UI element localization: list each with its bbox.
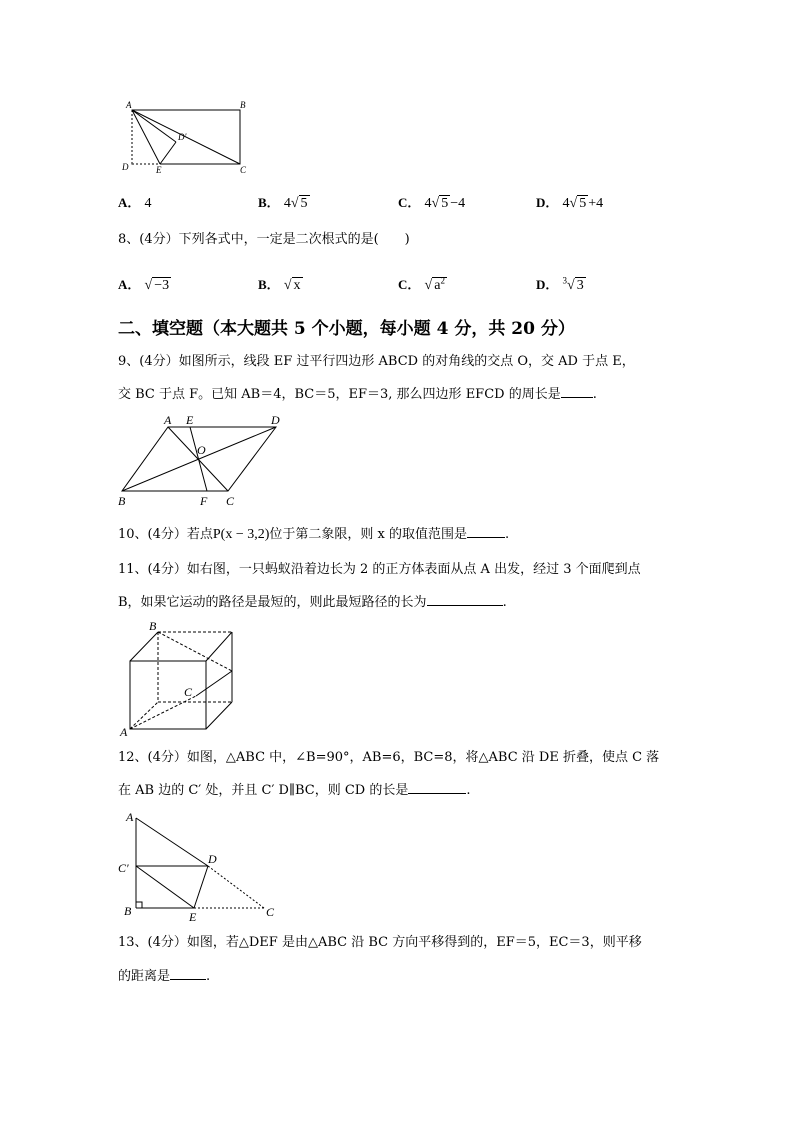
q12-label-e: E [189,910,197,924]
q8-option-d[interactable]: D． $^3$√ 3 [536,275,584,293]
q7-label-e: E [156,165,162,175]
q7-label-dprime: D′ [178,132,187,142]
q11-label-b: B [149,619,157,633]
q7-label-a: A [126,100,132,110]
q8-option-c[interactable]: C． √ $a^2$ [398,275,445,293]
section-2-title: 二、填空题（本大题共 5 个小题，每小题 4 分，共 20 分） [118,319,575,339]
q11-line2: B，如果它运动的路径是最短的，则此最短路径的长为 . [118,592,507,612]
q7-label-d: D [122,162,129,172]
q9-line2: 交 BC 于点 F。已知 AB＝4，BC＝5，EF＝3, 那么四边形 EFCD 的周长是 . [118,384,597,404]
q12-answer-blank[interactable] [408,780,466,794]
q9-label-e: E [186,413,194,427]
q7-option-d[interactable]: D． 4√ 5 +4 [536,195,604,211]
q11-line1: 11、(4分）如右图，一只蚂蚁沿着边长为 2 的正方体表面从点 A 出发，经过 3 个面爬到点 [118,562,641,577]
q9-label-d: D [271,413,280,427]
q12-label-cprime: C′ [118,861,129,875]
q12-label-c: C [266,905,275,919]
q9-label-b: B [118,494,126,508]
q13-line1: 13、(4分）如图，若△DEF 是由△ABC 沿 BC 方向平移得到的，EF＝5，EC＝3，则平移 [118,935,642,950]
q11-label-c: C [184,685,193,699]
q12-line2: 在 AB 边的 C′ 处，并且 C′ D∥BC，则 CD 的长是 . [118,780,470,800]
q9-label-c: C [226,494,235,508]
q8-option-b[interactable]: B． √ x [258,277,301,293]
q7-label-b: B [240,100,246,110]
q12-label-a: A [126,810,134,824]
q10-answer-blank[interactable] [467,524,505,538]
q9-label-f: F [200,494,208,508]
q7-option-a[interactable]: A． 4 [118,195,152,211]
q7-label-c: C [240,165,247,175]
q13-answer-blank[interactable] [170,966,206,980]
q9-parallelogram-figure [114,408,294,512]
q7-option-b[interactable]: B． 4√ 5 [258,195,308,211]
q13-line2: 的距离是 . [118,966,210,986]
q9-answer-blank[interactable] [561,384,593,398]
q9-label-a: A [164,413,172,427]
q8-option-a[interactable]: A． √ −3 [118,277,170,293]
q12-label-b: B [124,904,132,918]
q7-rectangle-figure [118,96,258,176]
q8-stem: 8、(4分）下列各式中，一定是二次根式的是( ) [118,232,410,247]
q11-answer-blank[interactable] [427,592,503,606]
q11-label-a: A [120,725,128,738]
q9-line1: 9、(4分）如图所示，线段 EF 过平行四边形 ABCD 的对角线的交点 O，交 AD 于点 E， [118,354,635,369]
q10-line: 10、(4分）若点P(x − 3,2)位于第二象限，则 x 的取值范围是 . [118,524,509,544]
q12-label-d: D [208,852,217,866]
q12-line1: 12、(4分）如图，△ABC 中，∠B=90°，AB=6，BC=8，将△ABC 沿 DE 折叠，使点 C 落 [118,750,660,765]
q11-cube-figure [116,616,238,738]
q10-point: P(x − 3,2) [212,527,270,542]
q9-label-o: O [197,443,206,457]
q7-option-c[interactable]: C． 4√ 5 −4 [398,195,466,211]
q12-triangle-figure [114,806,284,924]
